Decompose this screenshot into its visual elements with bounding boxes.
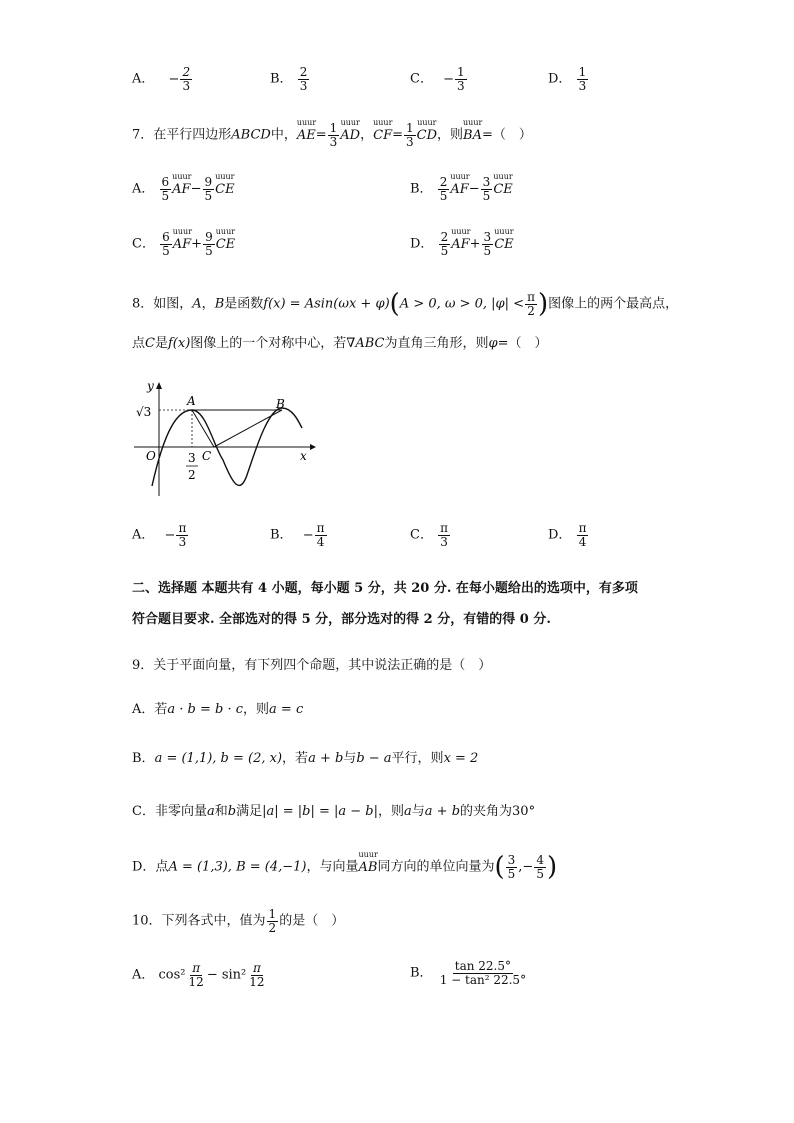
section2-heading-line1: 二、选择题 本题共有 4 小题，每小题 5 分，共 20 分. 在每小题给出的选项中，有多项 (132, 581, 638, 596)
tick-numerator: 3 (188, 451, 196, 465)
origin-label: O (146, 449, 156, 463)
q7-stem: 7．在平行四边形ABCD中， uuur AE= $\frac{1}{3}$ uuur AD， uuur CF= $\frac{1}{3}$ uuur CD，则 uuur BA=（ ） (132, 117, 532, 149)
q9-option-c: C．非零向量a和b满足|a| = |b| = |a − b|，则a与a + b的夹角为30° (132, 804, 536, 819)
y-axis-label: y (147, 379, 154, 393)
fraction: $\frac{1}{3}$ (457, 65, 465, 93)
fraction: $\frac{2}{3}$ (182, 65, 191, 93)
segment-ac (192, 410, 214, 447)
q6-option-c: C． − $\frac{1}{3}$ (410, 65, 465, 93)
segment-bc (214, 410, 282, 447)
q7-option-c: C． $\frac{6}{5}$ uuur AF+ $\frac{9}{5}$ uuur CE (132, 226, 236, 258)
q8-option-c: C． $\frac{\pi}{3}$ (410, 521, 448, 549)
q8-stem-line1: 8．如图，A，B是函数f(x) = Asin(ωx + φ)(A > 0, ω > 0, |φ| < $\frac{\pi}{2}$ )图像上的两个最高点， (132, 289, 679, 319)
q7-option-d: D． $\frac{2}{5}$ uuur AF+ $\frac{3}{5}$ uuur CE (410, 226, 514, 258)
q10-option-a: A． cos² $\frac{\pi}{12}$ − sin² $\frac{\pi}{12}$ (132, 961, 265, 989)
q7-option-b: B． $\frac{2}{5}$ uuur AF− $\frac{3}{5}$ uuur CE (410, 171, 513, 203)
point-c-label: C (202, 449, 212, 463)
q8-option-d: D． $\frac{\pi}{4}$ (548, 521, 587, 549)
q8-stem-line2: 点C是f(x)图像上的一个对称中心，若∇ABC为直角三角形，则φ=（ ） (132, 336, 548, 351)
q6-option-b: B． $\frac{2}{3}$ (270, 65, 308, 93)
q9-option-b: B．a = (1,1), b = (2, x)，若a + b与b − a平行，则x = 2 (132, 751, 479, 766)
x-axis-label: x (300, 449, 307, 463)
fraction: $\frac{2}{3}$ (299, 65, 308, 93)
q7-option-a: A． $\frac{6}{5}$ uuur AF− $\frac{9}{5}$ uuur CE (132, 171, 235, 203)
point-a-label: A (187, 394, 196, 408)
tick-denominator: 2 (188, 468, 196, 482)
q9-stem: 9．关于平面向量，有下列四个命题，其中说法正确的是（ ） (132, 658, 492, 673)
q8-option-b: B． − $\frac{\pi}{4}$ (270, 521, 325, 549)
q10-option-b: B． $\frac{\tan 22.5^\circ}{\text{1 − tan² 22.5°}}$ (410, 959, 527, 987)
section2-heading-line2: 符合题目要求. 全部选对的得 5 分，部分选对的得 2 分，有错的得 0 分. (132, 612, 551, 627)
q10-stem: 10．下列各式中，值为 $\frac{1}{2}$ 的是（ ） (132, 907, 345, 935)
fraction: $\frac{1}{3}$ (578, 65, 587, 93)
y-axis-arrow-icon (156, 382, 162, 389)
q9-option-a: A．若a · b = b · c，则a = c (132, 702, 304, 717)
q8-option-a: A． − $\frac{\pi}{3}$ (132, 521, 187, 549)
point-b-label: B (276, 397, 285, 411)
q9-option-d: D．点A = (1,3), B = (4,−1)，与向量 uuur AB同方向的单位向量为( $\frac{3}{5}$ ,− $\frac{4}{5}$ ) (132, 849, 558, 882)
q8-function-graph (130, 378, 320, 500)
sqrt3-label: √3 (136, 405, 152, 419)
q6-option-d: D． $\frac{1}{3}$ (548, 65, 587, 93)
x-axis-arrow-icon (310, 444, 316, 450)
q6-option-a: A． − $\frac{2}{3}$ (132, 65, 191, 93)
